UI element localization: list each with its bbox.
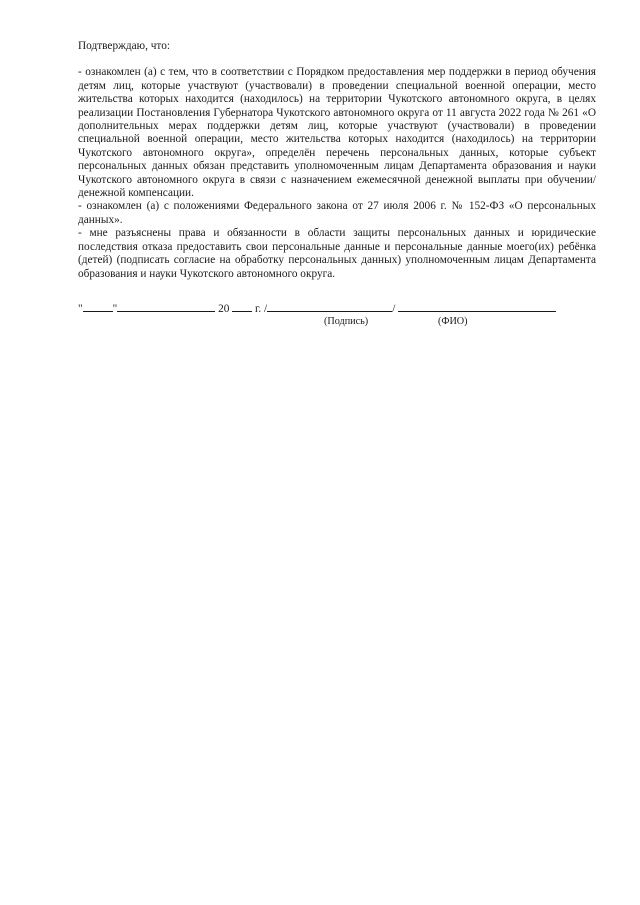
fio-blank[interactable] xyxy=(398,301,556,312)
signature-caption: (Подпись) xyxy=(324,315,369,327)
document-page xyxy=(78,40,596,328)
fio-caption: (ФИО) xyxy=(438,315,468,327)
year-prefix: 20 xyxy=(218,302,230,315)
signature-captions xyxy=(78,316,596,328)
year-suffix: г. / xyxy=(255,302,268,315)
day-blank[interactable] xyxy=(83,301,113,312)
signature-line xyxy=(78,301,596,316)
paragraph-rights-explained: - мне разъяснены права и обязанности в области защиты персональных данных и юридические последствия отказа предоставить свои персональные данные и персональные данные моего(их) ребёнка (детей) (подписать согласие на обработку персональных данных) уполномоченным лицам Департамента образования и науки Чукотского автономного округа. xyxy=(78,227,596,280)
signature-blank[interactable] xyxy=(267,301,392,312)
year-blank[interactable] xyxy=(232,301,252,312)
signature-separator: / xyxy=(392,302,396,315)
paragraph-acquainted-law: - ознакомлен (а) с положениями Федерального закона от 27 июля 2006 г. № 152-ФЗ «О персональных данных». xyxy=(78,200,596,226)
month-blank[interactable] xyxy=(117,301,215,312)
paragraph-acquainted-procedure: - ознакомлен (а) с тем, что в соответствии с Порядком предоставления мер поддержки в период обучения детям лиц, которые участвуют (участвовали) в проведении специальной военной операции, место жительства которых находится (находилось) на территории Чукотского автономного округа, в целях реализации Постановления Губернатора Чукотского автономного округа от 11 августа 2022 года № 261 «О дополнительных мерах поддержки детям лиц, которые участвуют (участвовали) в проведении специальной военной операции, место жительства которых находится (находилось) на территории Чукотского автономного округа», определён перечень персональных данных, которые субъект персональных данных обязан представить уполномоченным лицам Департамента образования и науки Чукотского автономного округа в связи с назначением ежемесячной денежной выплаты при обучении/ денежной компенсации. xyxy=(78,66,596,200)
quote-close: " xyxy=(112,302,118,315)
intro-text: Подтверждаю, что: xyxy=(78,40,171,52)
quote-open: " xyxy=(78,302,83,315)
